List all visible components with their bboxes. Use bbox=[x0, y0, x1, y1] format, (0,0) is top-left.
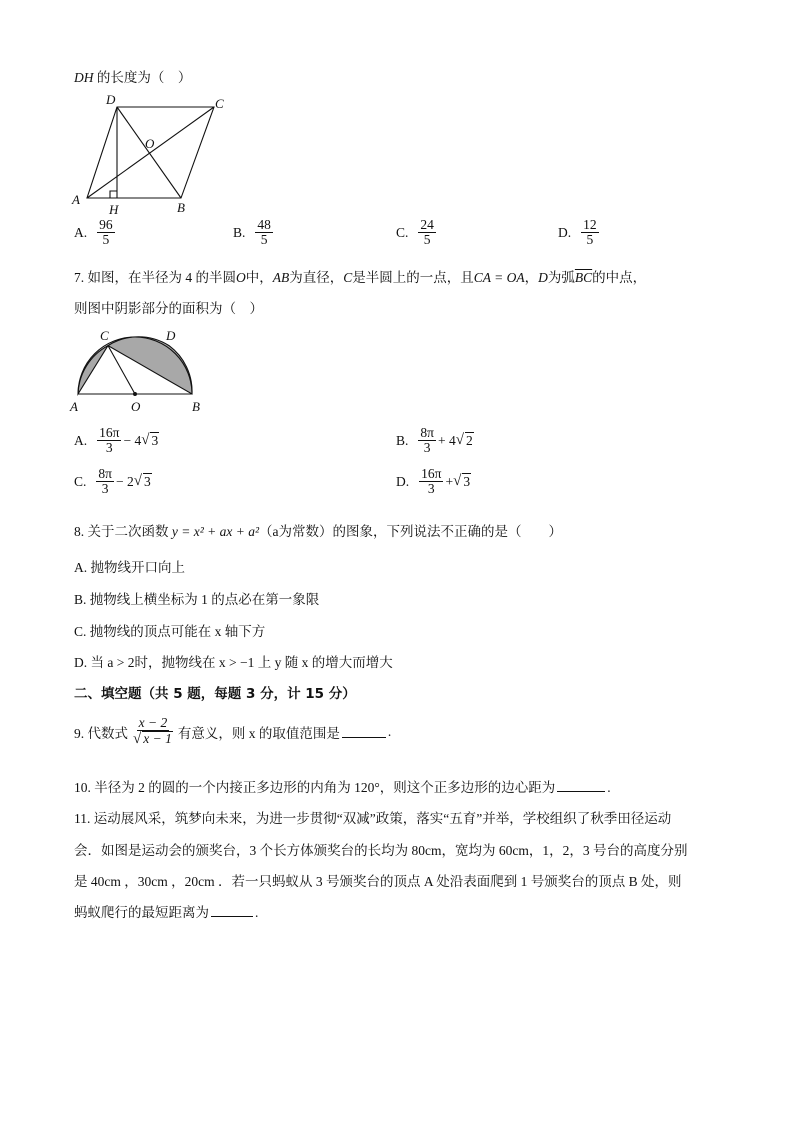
right-angle-mark bbox=[110, 191, 117, 198]
q8-option-a: A. 抛物线开口向上 bbox=[74, 560, 185, 575]
q9-stem: 9. 代数式 $\frac{x - 2}{√ x - 1}$ 有意义，则 x 的取值范围是 . bbox=[74, 715, 392, 748]
q7-option-a: A. $\frac{16\pi}{3}$ − 4 √ 3 bbox=[74, 425, 159, 456]
q10-answer-blank[interactable] bbox=[557, 779, 605, 792]
q8-option-b: B. 抛物线上横坐标为 1 的点必在第一象限 bbox=[74, 592, 320, 607]
q7-option-b: B. $\frac{8\pi}{3}$ + 4 √ 2 bbox=[396, 425, 473, 456]
label-o: O bbox=[145, 136, 155, 151]
q10-stem: 10. 半径为 2 的圆的一个内接正多边形的内角为 120°，则这个正多边形的边心距为 . bbox=[74, 780, 611, 795]
section-heading-fill-in: 二、填空题（共 5 题，每题 3 分，计 15 分） bbox=[74, 686, 356, 702]
shaded-region-cdb bbox=[108, 337, 192, 394]
q8-option-c: C. 抛物线的顶点可能在 x 轴下方 bbox=[74, 624, 266, 639]
label-a: A bbox=[70, 399, 78, 414]
q7-semicircle-figure bbox=[68, 326, 218, 416]
q6-parallelogram-figure bbox=[70, 90, 240, 220]
diagonal-ac bbox=[87, 107, 214, 198]
q9-answer-blank[interactable] bbox=[342, 725, 386, 738]
q11-line3: 是 40cm ，30cm ，20cm ．若一只蚂蚁从 3 号颁奖台的顶点 A 处沿表面爬到 1 号颁奖台的顶点 B 处，则 bbox=[74, 874, 682, 889]
q7-stem-line1: 7. 如图，在半径为 4 的半圆O中，AB为直径，C是半圆上的一点，且CA = OA，D为弧$\overline{BC}$的中点， bbox=[74, 270, 647, 285]
shaded-segment-ac bbox=[78, 346, 108, 394]
q6-option-d: D. $\frac{12}{5}$ bbox=[558, 217, 597, 248]
center-point bbox=[133, 392, 137, 396]
label-b: B bbox=[177, 200, 185, 215]
q6-option-c: C. $\frac{24}{5}$ bbox=[396, 217, 434, 248]
label-d: D bbox=[166, 328, 176, 343]
label-d: D bbox=[106, 92, 116, 107]
label-h: H bbox=[109, 202, 119, 217]
q6-stem bbox=[74, 66, 191, 86]
q7-option-d: D. $\frac{16\pi}{3}$ + √ 3 bbox=[396, 466, 471, 497]
q8-stem: 8. 关于二次函数 y = x² + ax + a²（a为常数）的图象，下列说法不正确的是（ ） bbox=[74, 524, 563, 539]
q7-stem-line2: 则图中阴影部分的面积为（ ） bbox=[74, 301, 263, 316]
label-a: A bbox=[72, 192, 80, 207]
q6-option-a: A. $\frac{96}{5}$ bbox=[74, 217, 113, 248]
q6-var-dh: DH bbox=[74, 70, 94, 85]
label-o: O bbox=[131, 399, 141, 414]
label-c: C bbox=[215, 96, 224, 111]
diagonal-bd bbox=[117, 107, 181, 198]
q11-line2: 会．如图是运动会的颁奖台，3 个长方体颁奖台的长均为 80cm，宽均为 60cm，1，2，3 号台的高度分别 bbox=[74, 843, 688, 858]
q11-answer-blank[interactable] bbox=[211, 904, 253, 917]
q6-option-b: B. $\frac{48}{5}$ bbox=[233, 217, 271, 248]
label-c: C bbox=[100, 328, 109, 343]
q6-stem-text: 的长度为（ ） bbox=[96, 70, 192, 85]
q11-line1: 11. 运动展风采，筑梦向未来，为进一步贯彻“双减”政策，落实“五育”并举，学校组织了秋季田径运动 bbox=[74, 811, 672, 826]
q7-option-c: C. $\frac{8\pi}{3}$ − 2 √ 3 bbox=[74, 466, 151, 497]
q8-option-d: D. 当 a > 2时，抛物线在 x > −1 上 y 随 x 的增大而增大 bbox=[74, 655, 393, 670]
q11-line4: 蚂蚁爬行的最短距离为 . bbox=[74, 905, 259, 920]
label-b: B bbox=[192, 399, 200, 414]
